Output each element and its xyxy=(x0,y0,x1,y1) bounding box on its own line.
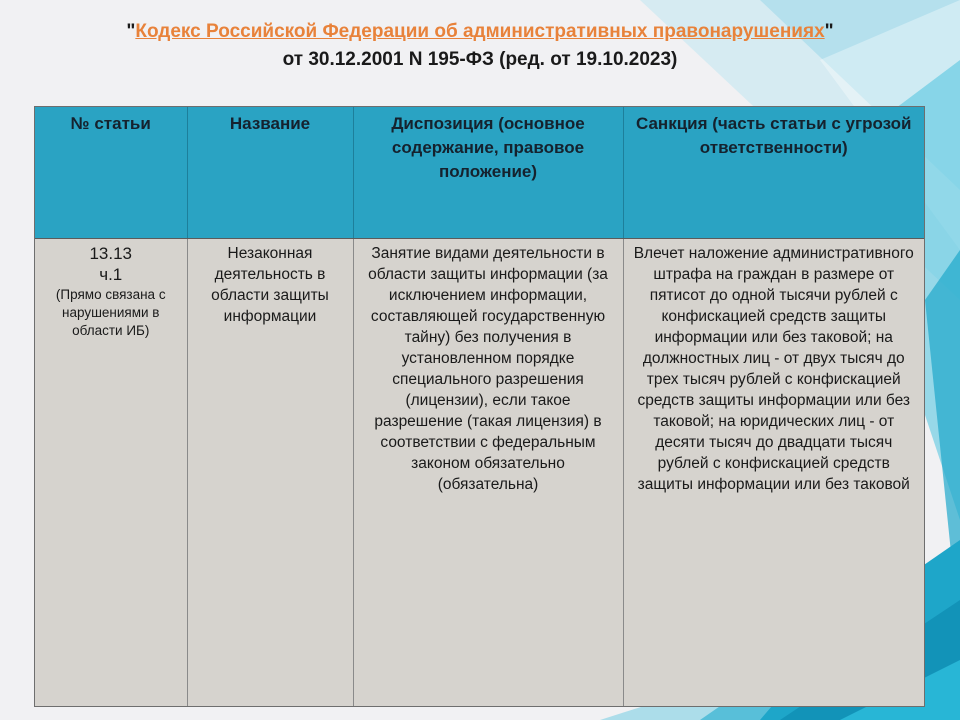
cell-name: Незаконная деятельность в области защиты информации xyxy=(187,238,353,706)
code-subtitle: от 30.12.2001 N 195-ФЗ (ред. от 19.10.2023) xyxy=(282,49,678,70)
article-part: ч.1 xyxy=(99,264,123,284)
table-row xyxy=(35,238,924,706)
title-quote-close: " xyxy=(824,21,834,42)
table-header-row xyxy=(35,107,924,238)
column-header-name: Название xyxy=(187,107,353,238)
articles-table xyxy=(34,106,925,707)
column-header-article-number: № статьи xyxy=(35,107,187,238)
column-header-disposition: Диспозиция (основное содержание, правовое положение) xyxy=(353,107,623,238)
cell-article-number xyxy=(35,238,187,706)
cell-disposition: Занятие видами деятельности в области защиты информации (за исключением информации, составляющей государственную тайну) без получения в установленном порядке специального разрешения (лицензии), если такое разрешение (такая лицензия) в соответствии с федеральным законом обязательно (обязательна) xyxy=(353,238,623,706)
article-note: (Прямо связана с нарушениями в области ИБ) xyxy=(55,286,166,338)
title-quote-open: " xyxy=(126,21,136,42)
code-title-line xyxy=(0,18,960,46)
articles-table-grid xyxy=(35,107,924,706)
cell-sanction: Влечет наложение административного штрафа на граждан в размере от пятисот до одной тысячи рублей с конфискацией средств защиты информации или без таковой; на должностных лиц - от двух тысяч до трех тысяч рублей с конфискацией средств защиты информации или без таковой; на юридических лиц - от десяти тысяч до двадцати тысяч рублей с конфискацией средств защиты информации или без таковой xyxy=(623,238,924,706)
article-number: 13.13 xyxy=(89,243,133,263)
code-title-link[interactable]: Кодекс Российской Федерации об административных правонарушениях xyxy=(135,21,825,42)
column-header-sanction: Санкция (часть статьи с угрозой ответственности) xyxy=(623,107,924,238)
slide-header xyxy=(0,18,960,74)
